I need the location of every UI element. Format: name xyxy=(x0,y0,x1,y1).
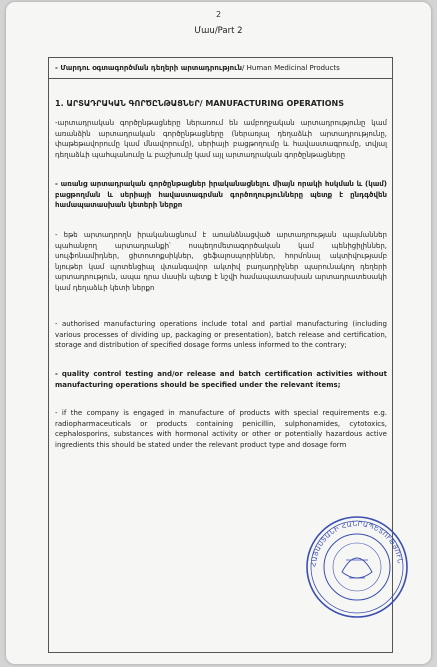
section-title: 1. ԱՐՏԱԴՐԱԿԱՆ ԳՈՐԾԸՆԹԱՑՆԵՐ/ MANUFACTURING OPERATIONS xyxy=(55,99,344,108)
header-divider xyxy=(49,78,392,79)
official-seal xyxy=(302,512,412,622)
header-armenian: - Մարդու օգտագործման դեղերի արտադրություն xyxy=(55,64,243,72)
paragraph-armenian-special: - եթե արտադրողն իրականացնում է առանձնացված արտադրության պայմաններ պահանջող արտադրանքի՝ ոսպեղոմետագործական կամ պենիցիլիններ, սուլֆոնամիդներ, ցիտոտոքսիկներ, ցեֆալոսպորիններ, հորմոնալ ակտիվությամբ նյութեր կամ պոտենցիալ վտանգավոր ակտիվ բաղադրիչներ պարունակող դեղերի արտադրություն, ապա դրա մասին պետք է նշվի համապատասխան արտադրատեսակի կամ դեղաձևի կետի ներքո xyxy=(55,231,387,292)
page-number: 2 xyxy=(215,10,222,19)
document-page xyxy=(6,2,431,664)
paragraph-english-special: - if the company is engaged in manufacture of products with special requirements e.g. radiopharmaceuticals or products containing penicillin, sulphonamides, cytotoxics, cephalosporins, substances with hormonal activity or other or potentially hazardous active ingredients this should be stated under the relevant product type and dosage form xyxy=(55,409,387,449)
header-english: / Human Medicinal Products xyxy=(242,64,340,72)
paragraph-english-qc: - quality control testing and/or release and batch certification activities without manufacturing operations should be specified under the relevant items; xyxy=(55,370,387,389)
paragraph-armenian-operations: -արտադրական գործընթացները ներառում են ամբողջական արտադրությունը կամ առանձին արտադրական գործընթացները (ներառյալ դեղաձևի արտադրությունը, փաթեթավորումը կամ մնավորումը), սերիայի բացթողումը և հավաստագրումը, տվյալ դեղաձևի պահպանումը և բաշխումը կամ այլ արտադրական գործընթացները xyxy=(55,119,387,159)
seal-text: ՀԱՅԱՍՏԱՆԻ ՀԱՆՐԱՊԵՏՈՒԹՅՈՒՆ xyxy=(309,519,404,568)
part-label: Մաս/Part 2 xyxy=(194,26,243,36)
paragraph-english-operations: - authorised manufacturing operations include total and partial manufacturing (including various processes of dividing up, packaging or presentation), batch release and certification, storage and distribution of specified dosage forms unless informed to the contrary; xyxy=(55,320,387,349)
header-line xyxy=(55,63,387,74)
paragraph-armenian-qc: - առանց արտադրական գործընթացներ իրականացնելու միայն որակի հսկման և (կամ) բացթողման և սերիայի հավաստագրման գործողությունները պետք է ընդգծվեն համապատասխան կետերի ներքո xyxy=(55,180,387,209)
